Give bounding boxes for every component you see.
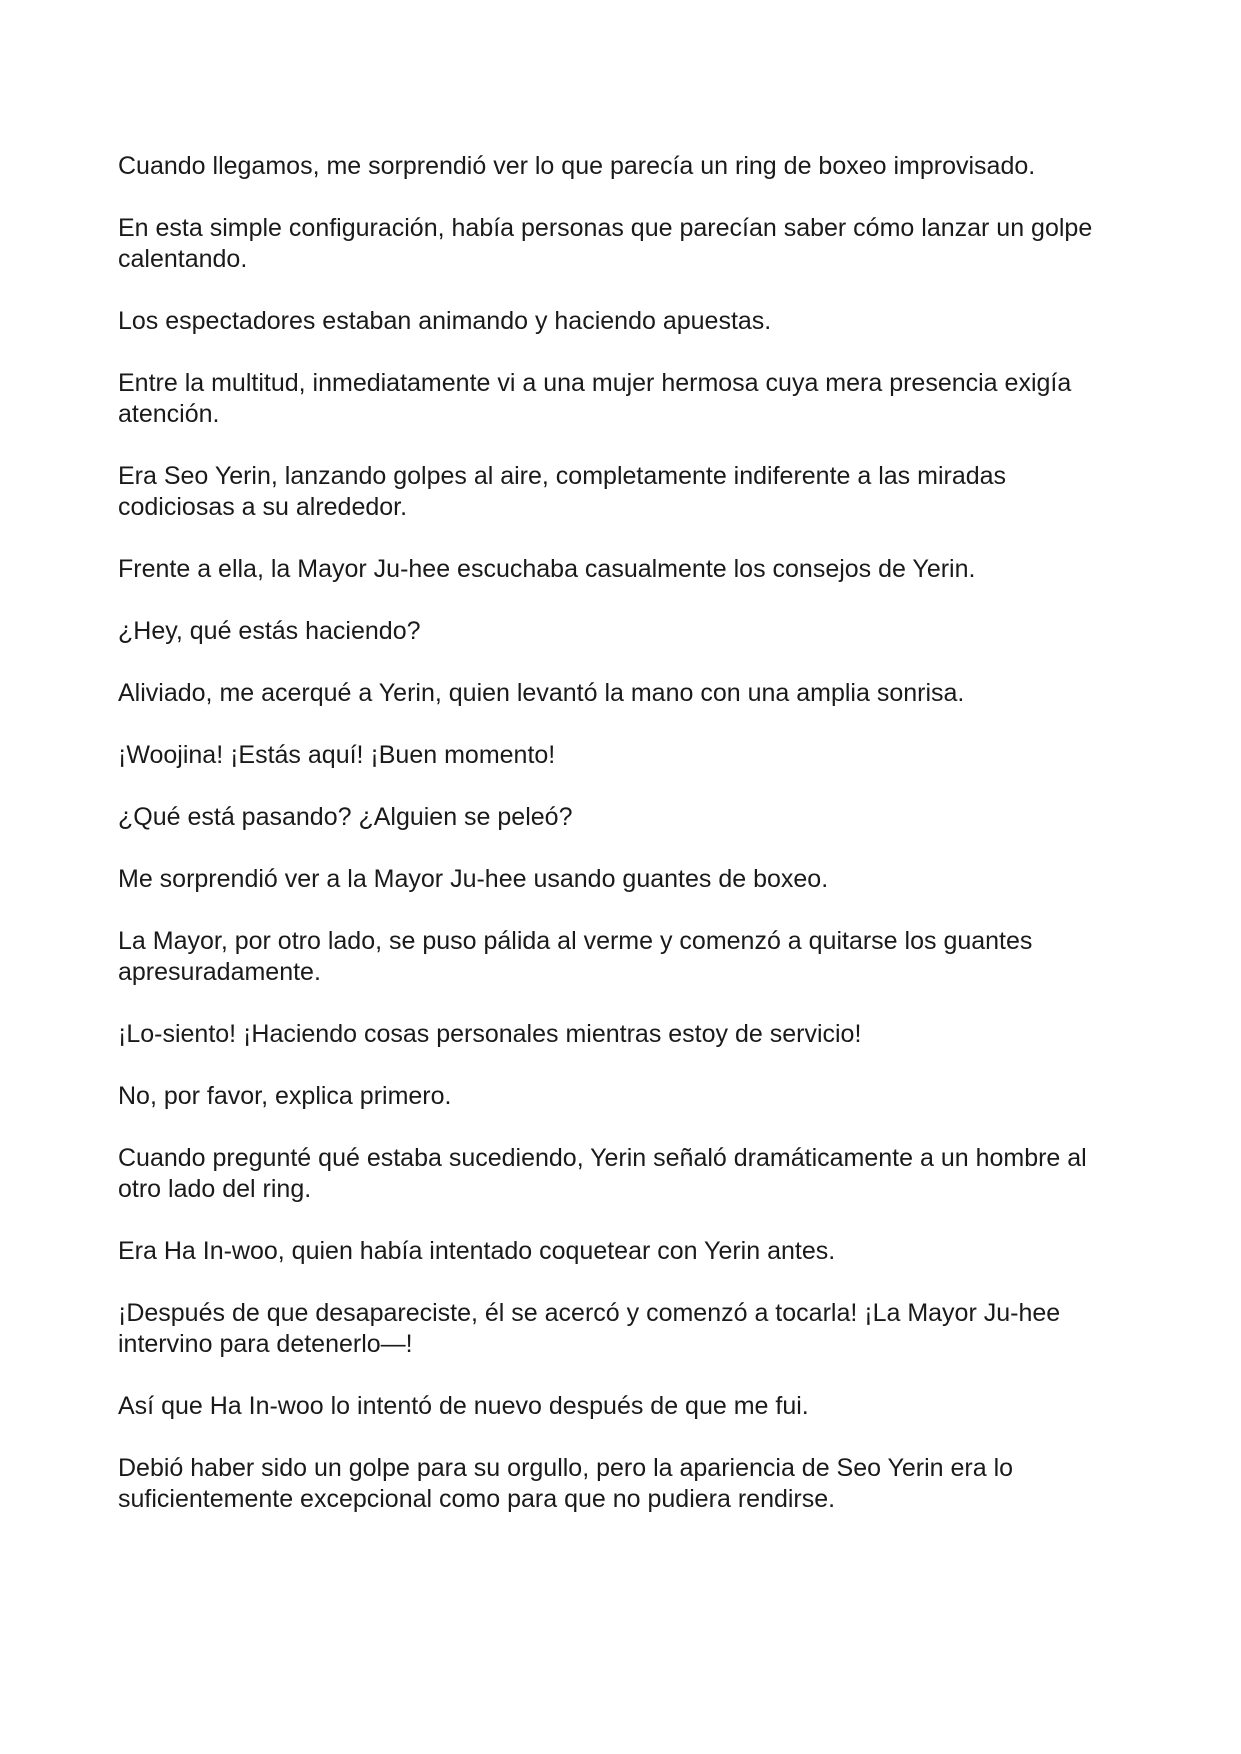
- paragraph: ¡Lo-siento! ¡Haciendo cosas personales mientras estoy de servicio!: [118, 1020, 862, 1048]
- paragraph: ¿Hey, qué estás haciendo?: [118, 617, 421, 645]
- paragraph: No, por favor, explica primero.: [118, 1082, 452, 1110]
- paragraph: Me sorprendió ver a la Mayor Ju-hee usando guantes de boxeo.: [118, 865, 829, 893]
- paragraph: Los espectadores estaban animando y haciendo apuestas.: [118, 307, 772, 335]
- paragraph: La Mayor, por otro lado, se puso pálida al verme y comenzó a quitarse los guantes apresuradamente.: [118, 927, 1033, 986]
- document-body: [118, 151, 1128, 1546]
- paragraph: ¡Woojina! ¡Estás aquí! ¡Buen momento!: [118, 741, 556, 769]
- paragraph: Era Seo Yerin, lanzando golpes al aire, completamente indiferente a las miradas codiciosas a su alrededor.: [118, 462, 1007, 521]
- paragraph: Cuando llegamos, me sorprendió ver lo que parecía un ring de boxeo improvisado.: [118, 152, 1036, 180]
- paragraph: Así que Ha In-woo lo intentó de nuevo después de que me fui.: [118, 1392, 809, 1420]
- paragraph: Frente a ella, la Mayor Ju-hee escuchaba casualmente los consejos de Yerin.: [118, 555, 976, 583]
- paragraph: Aliviado, me acerqué a Yerin, quien levantó la mano con una amplia sonrisa.: [118, 679, 965, 707]
- paragraph: Era Ha In-woo, quien había intentado coquetear con Yerin antes.: [118, 1237, 836, 1265]
- paragraph: En esta simple configuración, había personas que parecían saber cómo lanzar un golpe calentando.: [118, 214, 1093, 273]
- paragraph: Debió haber sido un golpe para su orgullo, pero la apariencia de Seo Yerin era lo suficientemente excepcional como para que no pudiera rendirse.: [118, 1454, 1014, 1513]
- paragraph: ¡Después de que desapareciste, él se acercó y comenzó a tocarla! ¡La Mayor Ju-hee intervino para detenerlo—!: [118, 1299, 1061, 1358]
- paragraph: ¿Qué está pasando? ¿Alguien se peleó?: [118, 803, 573, 831]
- paragraph: Entre la multitud, inmediatamente vi a una mujer hermosa cuya mera presencia exigía atención.: [118, 369, 1072, 428]
- paragraph: Cuando pregunté qué estaba sucediendo, Yerin señaló dramáticamente a un hombre al otro lado del ring.: [118, 1144, 1087, 1203]
